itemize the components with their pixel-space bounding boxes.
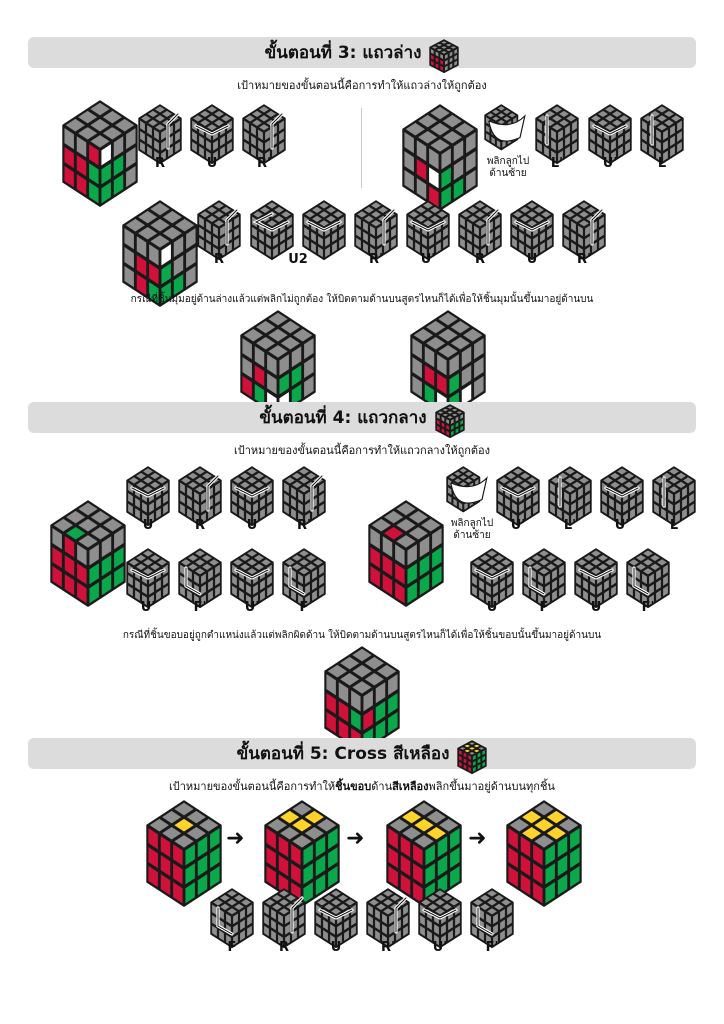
cube-right-sticker: [482, 760, 486, 767]
step4-subtitle: เป้าหมายของขั้นตอนนี้คือการทำให้แถวกลางให้ถูกต้อง: [233, 444, 491, 457]
cube-right-sticker: [455, 427, 459, 434]
cube-left-sticker: [463, 763, 467, 770]
cube-right-sticker: [459, 424, 463, 431]
move-cube: [354, 200, 398, 248]
move-label: R: [194, 518, 205, 533]
subtitle-part: เป้าหมายของขั้นตอนนี้คือการทำให้: [169, 780, 336, 793]
step3-case-cube-left: [62, 100, 138, 184]
flip-caption: [476, 156, 540, 180]
move-label: U: [526, 252, 538, 267]
move-cube: [652, 466, 696, 514]
flip-caption-line: พลิกลูกไป: [486, 156, 530, 167]
cube-left-sticker: [436, 424, 440, 431]
cube-left-sticker: [459, 760, 463, 767]
step5-banner: [28, 738, 696, 769]
cube-left-sticker: [468, 765, 472, 772]
move-cube: [210, 888, 254, 936]
move-label: U': [510, 518, 526, 533]
subtitle-bold: ชิ้นขอบ: [335, 780, 372, 793]
move-cube: [126, 548, 170, 596]
move-cube: [406, 200, 450, 248]
step3-note-cube-left: [240, 310, 316, 394]
cube-right-sticker: [450, 429, 454, 436]
move-cube: [470, 548, 514, 596]
move-cube: [126, 466, 170, 514]
move-cube: [470, 888, 514, 936]
move-label: U: [206, 156, 218, 171]
move-cube: [178, 466, 222, 514]
move-label: F: [299, 600, 309, 615]
step5-cube-2: [264, 800, 340, 884]
step4-title: ขั้นตอนที่ 4: แถวกลาง: [259, 408, 427, 428]
move-cube: [314, 888, 358, 936]
move-label: F': [485, 940, 499, 955]
step5-subtitle: [0, 777, 724, 795]
move-label: R: [213, 252, 224, 267]
move-cube: [522, 548, 566, 596]
move-cube: [574, 548, 618, 596]
move-cube: [626, 548, 670, 596]
step3-mini-cube-icon: [429, 39, 459, 67]
move-label: U: [486, 600, 498, 615]
flip-left-icon: [446, 466, 494, 514]
cube-left-sticker: [441, 427, 445, 434]
move-cube: [562, 200, 606, 248]
subtitle-bold: สีเหลือง: [392, 780, 429, 793]
move-label: L': [550, 156, 564, 171]
step5-title: ขั้นตอนที่ 5: Cross สีเหลือง: [236, 744, 450, 764]
move-label: F: [227, 940, 237, 955]
cube-right-sticker: [445, 64, 449, 71]
move-cube: [178, 548, 222, 596]
step3-note-cube-right: [410, 310, 486, 394]
step4-case-cube-right: [368, 500, 444, 584]
move-label: L': [563, 518, 577, 533]
move-label: U': [614, 518, 630, 533]
arrow-right-icon: ➜: [468, 826, 487, 851]
move-label: U': [244, 600, 260, 615]
step4-mini-cube-icon: [435, 404, 465, 432]
move-label: U': [420, 252, 436, 267]
cube-right-sticker: [449, 62, 453, 69]
move-cube: [510, 200, 554, 248]
move-cube-l: [640, 104, 684, 152]
move-cube: [548, 466, 592, 514]
move-label: R': [369, 252, 383, 267]
step5-cube-3: [386, 800, 462, 884]
move-cube: [250, 200, 294, 248]
move-label: U2: [288, 252, 308, 267]
move-cube: [600, 466, 644, 514]
step3-title: ขั้นตอนที่ 3: แถวล่าง: [264, 43, 422, 63]
step5-cube-4: [506, 800, 582, 884]
flip-caption-line: พลิกลูกไป: [450, 518, 494, 529]
move-cube-r-prime: [242, 104, 286, 152]
cube-left-sticker: [440, 64, 444, 71]
subtitle-part: ด้าน: [371, 780, 393, 793]
step3-case-cube-right: [402, 104, 478, 188]
move-cube: [282, 466, 326, 514]
move-label: U: [246, 518, 258, 533]
move-label: U': [432, 940, 448, 955]
move-label: L: [657, 156, 667, 171]
cube-right-sticker: [454, 59, 458, 66]
move-cube: [458, 200, 502, 248]
move-cube: [230, 548, 274, 596]
flip-caption-line: ด้านซ้าย: [489, 168, 527, 179]
step4-case-cube-left: [50, 500, 126, 584]
move-cube-u-prime: [588, 104, 632, 152]
move-label: R: [154, 156, 165, 171]
move-cube: [230, 466, 274, 514]
move-label: R': [297, 518, 311, 533]
move-label: U': [602, 156, 618, 171]
move-cube-l-prime: [535, 104, 579, 152]
flip-left-icon: [484, 104, 532, 152]
move-cube: [366, 888, 410, 936]
move-cube: [302, 200, 346, 248]
move-label: F: [539, 600, 549, 615]
move-label: U: [590, 600, 602, 615]
move-cube: [282, 548, 326, 596]
move-label: R: [278, 940, 289, 955]
move-label: F': [193, 600, 207, 615]
move-label: U': [140, 600, 156, 615]
move-label: R: [474, 252, 485, 267]
column-divider: [361, 108, 362, 188]
cube-right-sticker: [477, 763, 481, 770]
flip-caption: [440, 518, 504, 542]
move-label: U: [142, 518, 154, 533]
move-cube-r: [138, 104, 182, 152]
step3-banner: [28, 37, 696, 68]
move-label: R': [381, 940, 395, 955]
move-label: F': [641, 600, 655, 615]
cube-left-sticker: [445, 429, 449, 436]
move-cube: [262, 888, 306, 936]
step4-banner: [28, 402, 696, 433]
step3-note: กรณีที่ชิ้นมุมอยู่ด้านล่างแล้วแต่พลิกไม่ถูกต้อง ให้บิดตามด้านบนสูตรไหนก็ได้เพื่อให้ชิ้นมุมนั้นขึ้นมาอยู่ด้านบน: [130, 294, 594, 305]
step3-subtitle: เป้าหมายของขั้นตอนนี้คือการทำให้แถวล่างให้ถูกต้อง: [237, 79, 487, 92]
step4-note-cube: [324, 646, 400, 730]
flip-caption-line: ด้านซ้าย: [453, 530, 491, 541]
cube-left-sticker: [435, 62, 439, 69]
move-cube: [496, 466, 540, 514]
arrow-right-icon: ➜: [346, 826, 365, 851]
arrow-right-icon: ➜: [226, 826, 245, 851]
step3-case-cube-center: [122, 200, 198, 284]
step4-note: กรณีที่ชิ้นขอบอยู่ถูกตำแหน่งแล้วแต่พลิกผิดด้าน ให้บิดตามด้านบนสูตรไหนก็ได้เพื่อให้ชิ้นขอบนั้นขึ้นมาอยู่ด้านบน: [122, 630, 602, 641]
move-cube-u: [190, 104, 234, 152]
move-cube: [197, 200, 241, 248]
move-label: R': [257, 156, 271, 171]
move-cube: [418, 888, 462, 936]
step5-mini-cube-icon: [457, 740, 487, 768]
subtitle-part: พลิกขึ้นมาอยู่ด้านบนทุกชิ้น: [428, 780, 555, 793]
move-label: L: [669, 518, 679, 533]
cube-left-sticker: [431, 59, 435, 66]
move-label: U: [330, 940, 342, 955]
cube-right-sticker: [473, 765, 477, 772]
step5-cube-1: [146, 800, 222, 884]
move-label: R': [577, 252, 591, 267]
